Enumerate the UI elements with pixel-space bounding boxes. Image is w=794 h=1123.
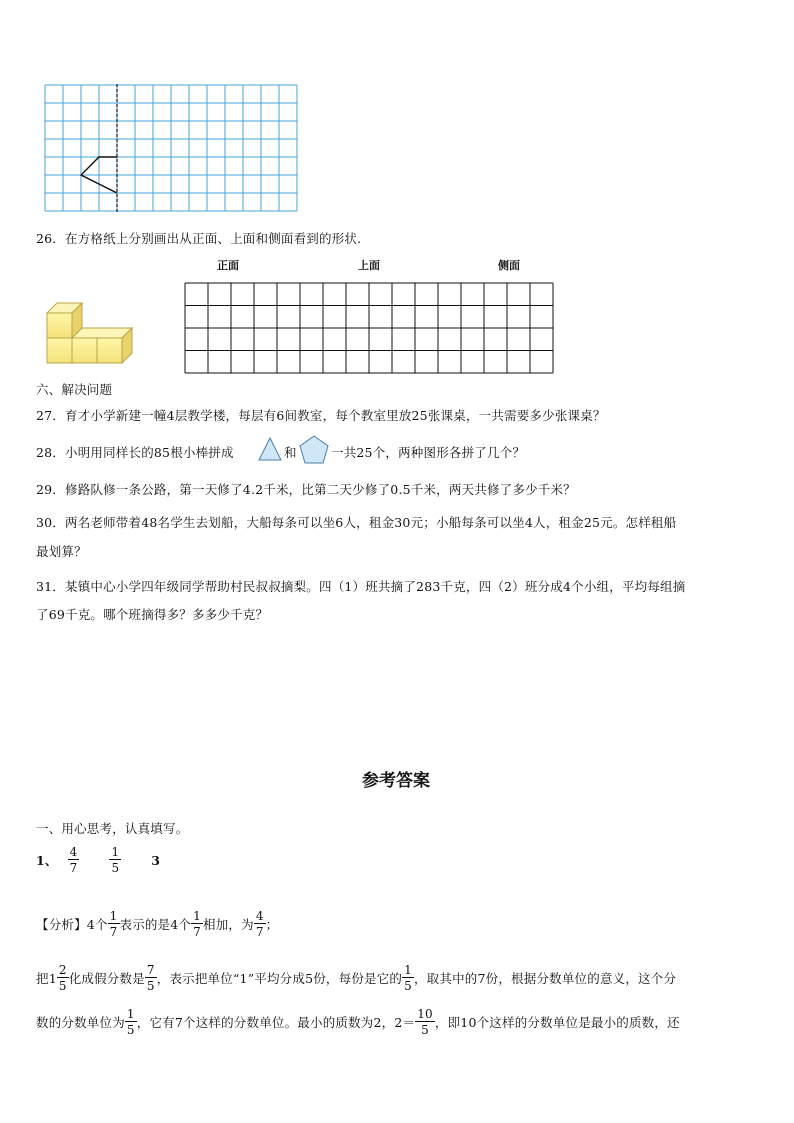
analysis-text: 数的分数单位为 (36, 1015, 125, 1030)
fraction-denominator: 7 (255, 925, 264, 939)
analysis-fraction (108, 910, 120, 938)
answers-section-1: 一、用心思考，认真填写。 (36, 821, 189, 836)
fraction-denominator: 5 (58, 979, 67, 993)
analysis-fraction (125, 1008, 137, 1036)
fraction-denominator: 7 (109, 925, 118, 939)
fraction-numerator: 4 (255, 909, 264, 923)
label-side-view: 侧面 (498, 259, 520, 272)
answer-1-value-3: 3 (151, 852, 161, 868)
triangle-shape (257, 436, 283, 462)
analysis-fraction (254, 910, 266, 938)
question-28-part2: 和 (284, 445, 297, 460)
fraction-numerator: 1 (404, 963, 412, 977)
answers-title: 参考答案 (362, 771, 430, 791)
question-28 (36, 443, 234, 461)
fraction-denominator: 7 (193, 925, 201, 939)
analysis-text: 把1 (36, 971, 57, 986)
label-front-view: 正面 (217, 259, 239, 272)
drawing-grid[interactable] (184, 282, 556, 374)
cube-stack-figure (42, 296, 136, 364)
answer-1-fraction-1 (68, 846, 80, 874)
fraction-numerator: 7 (146, 963, 155, 977)
analysis-text: ，它有7个这样的分数单位。最小的质数为2，2＝ (136, 1015, 416, 1030)
fraction-denominator: 7 (69, 861, 78, 875)
symmetry-grid (44, 84, 300, 214)
analysis-fraction (57, 964, 69, 992)
analysis-fraction (415, 1008, 435, 1036)
analysis-line-2 (36, 964, 676, 992)
fraction-denominator: 5 (146, 979, 155, 993)
fraction-numerator: 1 (126, 1007, 135, 1021)
answer-1 (36, 846, 160, 874)
question-31-line2: 了69千克。哪个班摘得多？多多少千克？ (36, 607, 269, 622)
analysis-text: ，表示把单位“1”平均分成5份，每份是它的 (156, 971, 403, 986)
answer-1-fraction-2 (109, 846, 121, 874)
analysis-text: 表示的是4个 (119, 917, 192, 932)
question-30-line2: 最划算？ (36, 544, 87, 559)
section-6-heading: 六、解决问题 (36, 382, 113, 397)
fraction-numerator: 10 (417, 1007, 433, 1021)
analysis-fraction (145, 964, 157, 992)
question-28-part3: 一共25个，两种图形各拼了几个？ (331, 445, 526, 460)
label-top-view: 上面 (358, 259, 380, 272)
analysis-fraction (402, 964, 414, 992)
analysis-text: 【分析】4个 (36, 917, 108, 932)
analysis-text: ，取其中的7份，根据分数单位的意义，这个分 (413, 971, 677, 986)
fraction-denominator: 5 (404, 979, 412, 993)
fraction-denominator: 5 (111, 861, 120, 875)
question-26: 26．在方格纸上分别画出从正面、上面和侧面看到的形状. (36, 231, 362, 246)
fraction-numerator: 1 (109, 909, 118, 923)
question-31-line1: 31．某镇中心小学四年级同学帮助村民叔叔摘梨。四（1）班共摘了283千克，四（2）班分成4个小组，平均每组摘 (36, 579, 686, 594)
analysis-text: 相加，为 (203, 917, 254, 932)
fraction-denominator: 5 (421, 1023, 429, 1037)
fraction-numerator: 2 (58, 963, 67, 977)
analysis-text: ； (265, 917, 279, 932)
answer-1-label: 1、 (36, 853, 58, 868)
fraction-denominator: 5 (126, 1023, 135, 1037)
question-29: 29．修路队修一条公路，第一天修了4.2千米，比第二天少修了0.5千米，两天共修了多少千米？ (36, 482, 576, 497)
analysis-text: 化成假分数是 (68, 971, 145, 986)
analysis-line-3 (36, 1008, 680, 1036)
fraction-numerator: 4 (69, 845, 78, 859)
fraction-numerator: 1 (111, 845, 120, 859)
analysis-fraction (191, 910, 203, 938)
pentagon-shape (298, 434, 330, 465)
question-27: 27．育才小学新建一幢4层教学楼，每层有6间教室，每个教室里放25张课桌，一共需要多少张课桌？ (36, 408, 606, 423)
analysis-line-1 (36, 910, 278, 938)
question-28-part1: 28．小明用同样长的85根小棒拼成 (36, 445, 234, 460)
fraction-numerator: 1 (193, 909, 201, 923)
question-30-line1: 30．两名老师带着48名学生去划船，大船每条可以坐6人，租金30元；小船每条可以坐4人，租金25元。怎样租船 (36, 515, 677, 530)
analysis-text: ，即10个这样的分数单位是最小的质数，还 (434, 1015, 680, 1030)
